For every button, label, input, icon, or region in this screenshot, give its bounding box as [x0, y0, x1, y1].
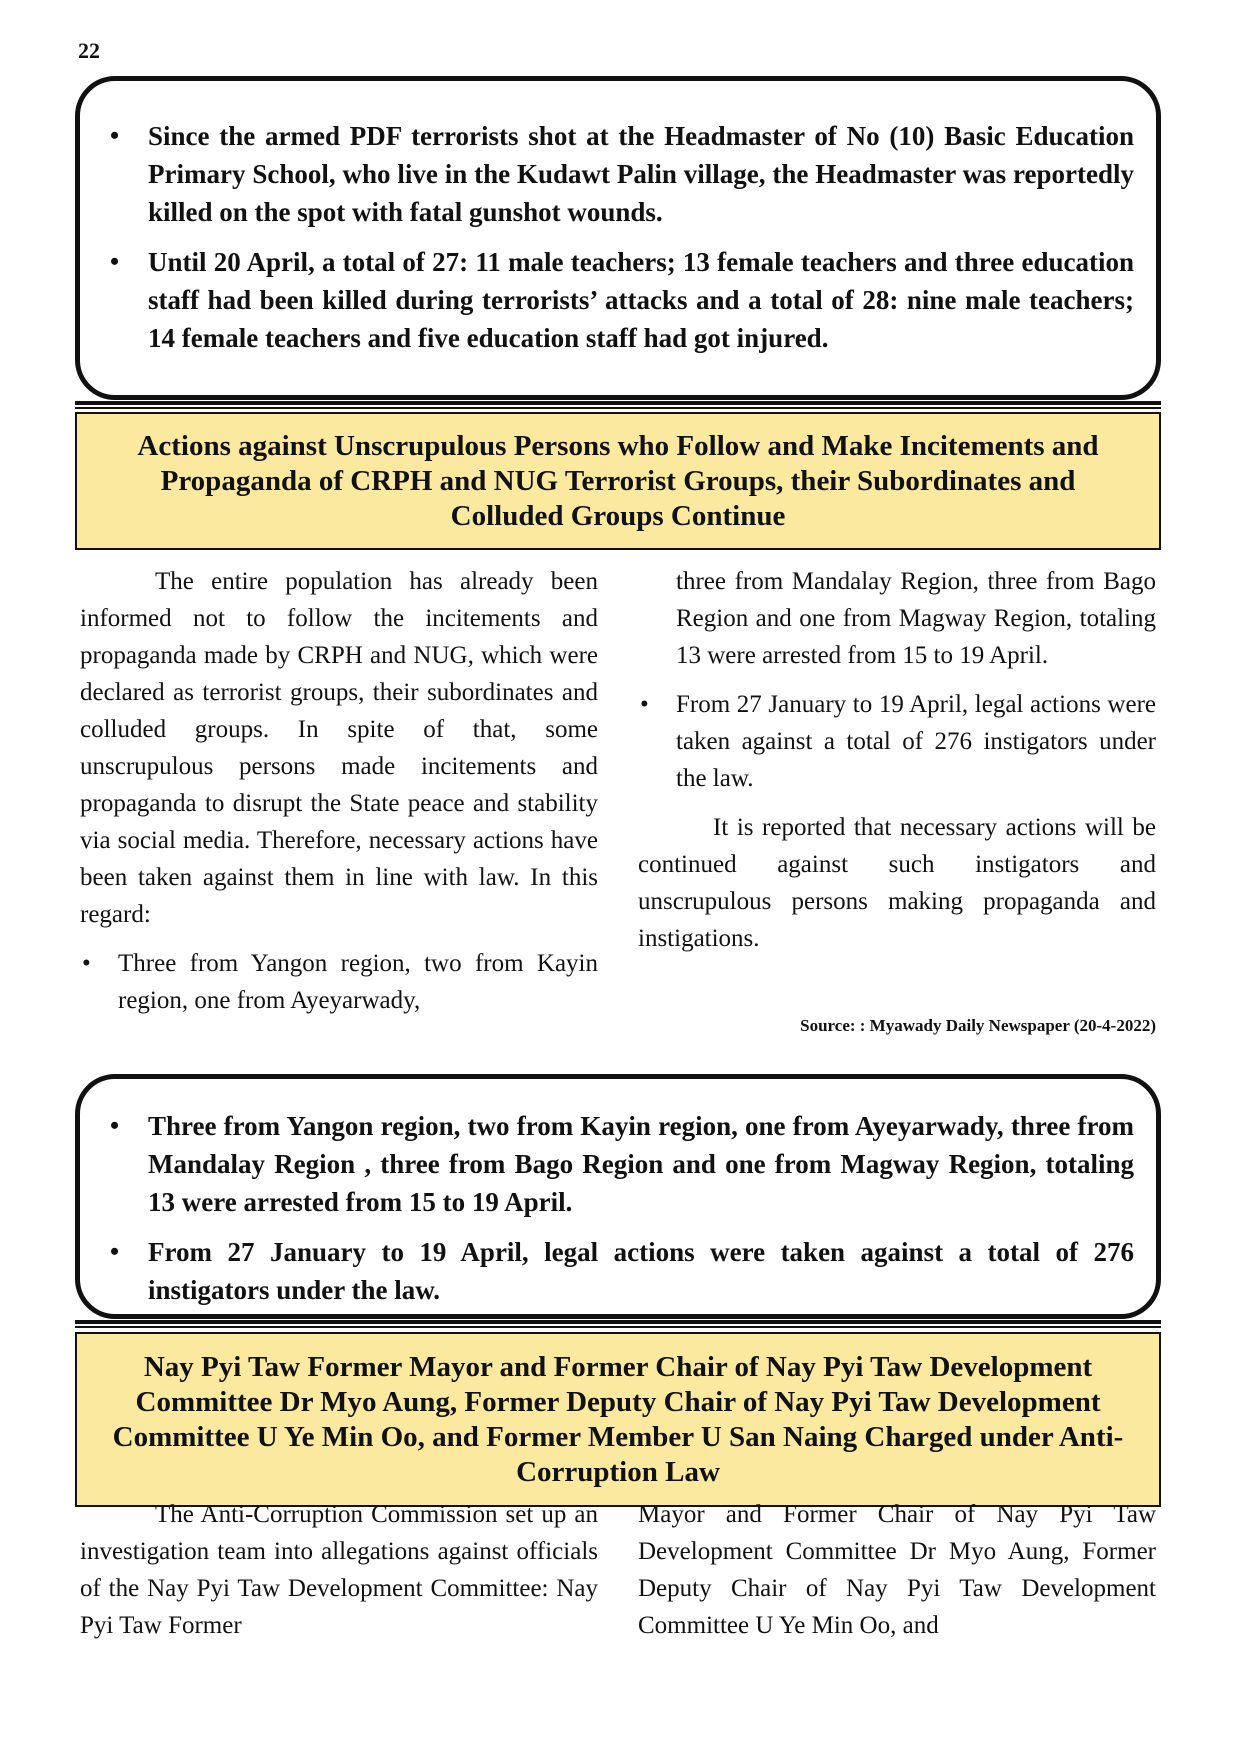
article-headline-incitements — [75, 412, 1161, 550]
article2-right-column — [638, 1496, 1156, 1656]
article1-bullet-1: • Three from Yangon region, two from Kayin region, one from Ayeyarwady, — [80, 945, 598, 1019]
section-divider — [75, 401, 1161, 409]
highlight-box-arrests — [75, 1074, 1161, 1319]
bullet-item: • From 27 January to 19 April, legal actions were taken against a total of 276 instigators under the law. — [100, 1233, 1134, 1309]
bullet-list — [100, 1107, 1134, 1309]
article1-closing: It is reported that necessary actions will be continued against such instigators and unscrupulous persons making propaganda and instigations. — [638, 814, 1156, 952]
article1-left-column — [80, 563, 598, 1031]
highlight-box-teachers — [75, 76, 1161, 400]
article-headline-anti-corruption — [75, 1332, 1161, 1507]
article2-left-text: The Anti-Corruption Commission set up an investigation team into allegations against officials of the Nay Pyi Taw Development Committee: Nay Pyi Taw Former — [80, 1501, 598, 1639]
article1-right-column — [638, 563, 1156, 969]
headline-text: Actions against Unscrupulous Persons who Follow and Make Incitements and Propaganda of CRPH and NUG Terrorist Groups, their Subordinates and Colluded Groups Continue — [137, 429, 1099, 532]
article1-intro: The entire population has already been informed not to follow the incitements and propaganda made by CRPH and NUG, which were declared as terrorist groups, their subordinates and colluded groups. In spite of that, some unscrupulous persons made incitements and propaganda to disrupt the State peace and stability via social media. Therefore, necessary actions have been taken against them in line with law. In this regard: — [80, 568, 598, 928]
article1-bullets-left — [80, 945, 598, 1019]
bullet-item: • Since the armed PDF terrorists shot at the Headmaster of No (10) Basic Education Primary School, who live in the Kudawt Palin village, the Headmaster was reportedly killed on the spot with fatal gunshot wounds. — [100, 117, 1134, 231]
source-citation: Source: : Myawady Daily Newspaper (20-4-2022) — [800, 1016, 1156, 1035]
page-number: 22 — [78, 38, 100, 63]
bullet-item: • Three from Yangon region, two from Kayin region, one from Ayeyarwady, three from Mandalay Region , three from Bago Region and one from Magway Region, totaling 13 were arrested from 15 to 19 April. — [100, 1107, 1134, 1221]
article1-bullets-right — [638, 686, 1156, 797]
bullet-item: • Until 20 April, a total of 27: 11 male teachers; 13 female teachers and three education staff had been killed during terrorists’ attacks and a total of 28: nine male teachers; 14 female teachers and five education staff had got injured. — [100, 243, 1134, 357]
bullet-list — [100, 117, 1134, 357]
section-divider — [75, 1320, 1161, 1328]
article2-left-column — [80, 1496, 598, 1656]
article1-bullet-1-continued: three from Mandalay Region, three from Bago Region and one from Magway Region, totaling 13 were arrested from 15 to 19 April. — [676, 568, 1156, 669]
headline-text: Nay Pyi Taw Former Mayor and Former Chair of Nay Pyi Taw Development Committee Dr Myo Aung, Former Deputy Chair of Nay Pyi Taw Development Committee U Ye Min Oo, and Former Member U San Naing Charged under Anti-Corruption Law — [112, 1350, 1124, 1488]
article1-bullet-2: • From 27 January to 19 April, legal actions were taken against a total of 276 instigators under the law. — [638, 686, 1156, 797]
article2-right-text: Mayor and Former Chair of Nay Pyi Taw Development Committee Dr Myo Aung, Former Deputy Chair of Nay Pyi Taw Development Committee U Ye Min Oo, and — [638, 1501, 1156, 1639]
